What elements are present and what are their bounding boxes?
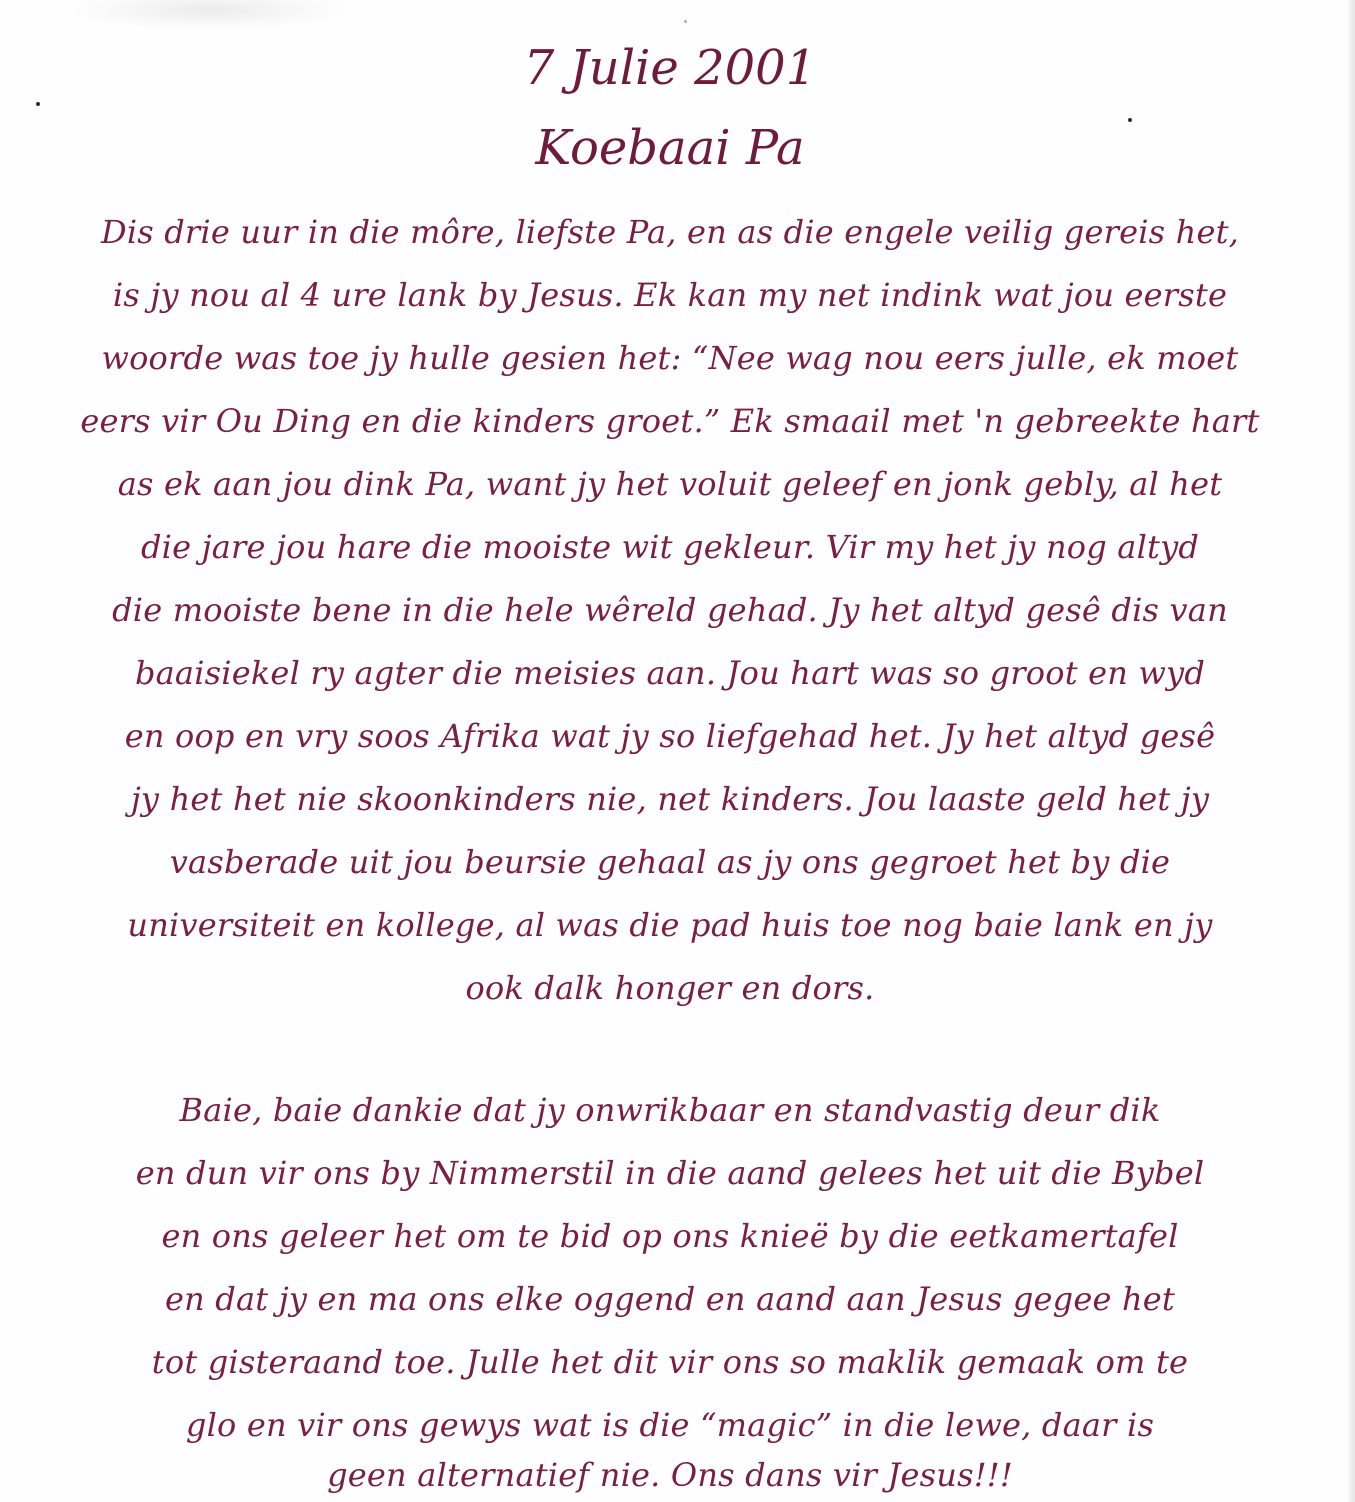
text-line: en dat jy en ma ons elke oggend en aand aan Jesus gegee het	[164, 1280, 1175, 1318]
text-line: en dun vir ons by Nimmerstil in die aand gelees het uit die Bybel	[135, 1154, 1205, 1192]
title-heading: Koebaai Pa	[535, 120, 805, 176]
paper-speck	[36, 102, 40, 106]
paper-speck	[684, 20, 687, 23]
text-line: geen alternatief nie. Ons dans vir Jesus!!!	[327, 1456, 1013, 1494]
text-line: universiteit en kollege, al was die pad huis toe nog baie lank en jy	[127, 906, 1213, 944]
text-line: tot gisteraand toe. Julle het dit vir ons so maklik gemaak om te	[151, 1343, 1189, 1381]
paper-edge-shadow	[1347, 0, 1355, 1502]
text-line: eers vir Ou Ding en die kinders groet.” Ek smaail met 'n gebreekte hart	[80, 402, 1260, 440]
text-line: baaisiekel ry agter die meisies aan. Jou hart was so groot en wyd	[134, 654, 1206, 692]
text-line: en ons geleer het om te bid op ons knieë by die eetkamertafel	[161, 1217, 1179, 1255]
text-line: ook dalk honger en dors.	[465, 969, 875, 1007]
text-line: glo en vir ons gewys wat is die “magic” in die lewe, daar is	[185, 1406, 1155, 1444]
date-heading: 7 Julie 2001	[523, 40, 817, 96]
text-line: Dis drie uur in die môre, liefste Pa, en as die engele veilig gereis het,	[100, 213, 1240, 251]
paper-smudge	[70, 0, 350, 30]
text-line: jy het het nie skoonkinders nie, net kinders. Jou laaste geld het jy	[130, 780, 1210, 818]
text-line: Baie, baie dankie dat jy onwrikbaar en standvastig deur dik	[179, 1091, 1161, 1129]
text-line: die jare jou hare die mooiste wit gekleur. Vir my het jy nog altyd	[140, 528, 1200, 566]
text-line: en oop en vry soos Afrika wat jy so liefgehad het. Jy het altyd gesê	[124, 717, 1216, 755]
text-line: woorde was toe jy hulle gesien het: “Nee wag nou eers julle, ek moet	[101, 339, 1239, 377]
text-line: is jy nou al 4 ure lank by Jesus. Ek kan my net indink wat jou eerste	[112, 276, 1228, 314]
text-line: as ek aan jou dink Pa, want jy het voluit geleef en jonk gebly, al het	[117, 465, 1223, 503]
text-line: die mooiste bene in die hele wêreld gehad. Jy het altyd gesê dis van	[112, 591, 1228, 629]
text-line: vasberade uit jou beursie gehaal as jy ons gegroet het by die	[169, 843, 1171, 881]
